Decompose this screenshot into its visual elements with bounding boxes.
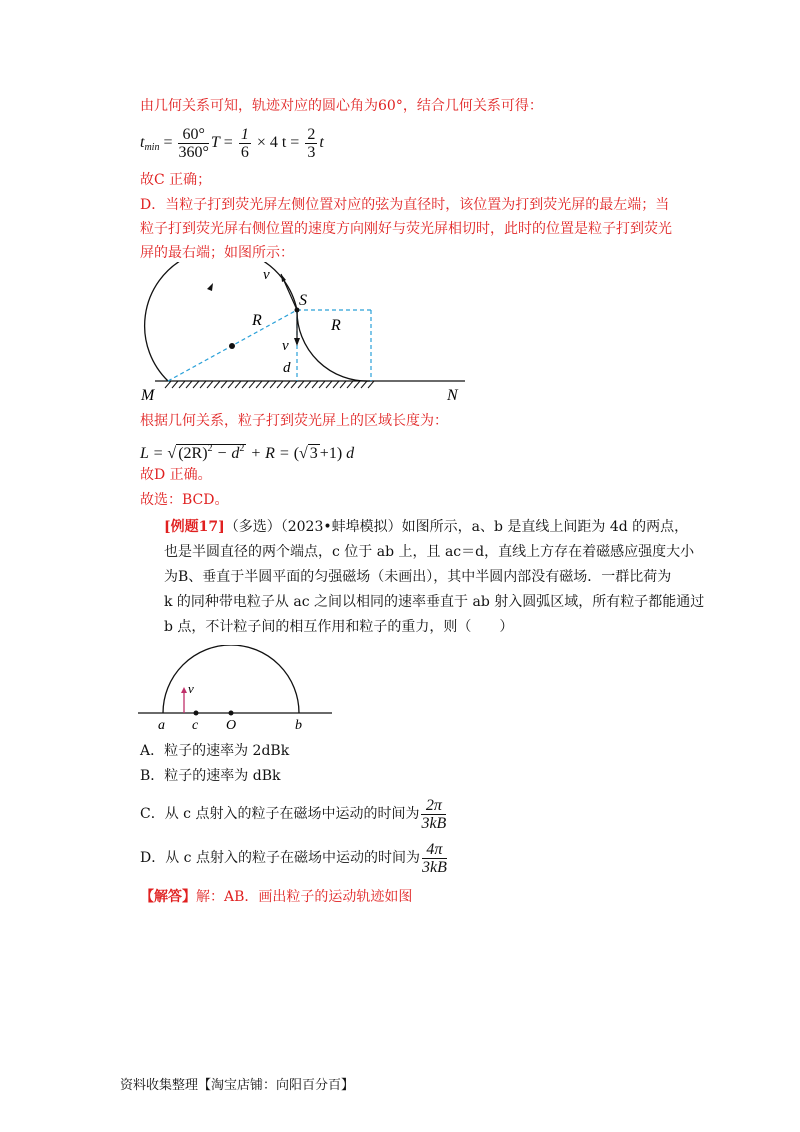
point-c bbox=[194, 711, 199, 716]
option-B: B．粒子的速率为 dBk bbox=[140, 768, 281, 784]
label-M: M bbox=[141, 387, 155, 404]
label-v-top: v bbox=[263, 267, 270, 283]
problem-tag: [例题17] bbox=[164, 519, 225, 535]
label-R-right: R bbox=[331, 317, 341, 334]
tmin-sub: min bbox=[144, 142, 160, 153]
tmin-mid: × 4 t = bbox=[256, 134, 300, 151]
circle-center-dot bbox=[229, 343, 235, 349]
problem-line5: b 点，不计粒子间的相互作用和粒子的重力，则（ ） bbox=[164, 619, 514, 635]
answer-text: 解：AB．画出粒子的运动轨迹如图 bbox=[196, 889, 413, 905]
answer-line bbox=[140, 887, 412, 907]
option-C-fraction: $\frac{2\pi}{3kB}$ bbox=[421, 796, 447, 832]
option-d-line2: 粒子打到荧光屏右侧位置的速度方向刚好与荧光屏相切时，此时的位置是粒子打到荧光 bbox=[140, 221, 672, 237]
velocity-arrowhead bbox=[181, 687, 187, 693]
figure-2-semicircle bbox=[138, 645, 338, 735]
period-T: T bbox=[210, 134, 220, 151]
figure-1-trajectory bbox=[135, 262, 475, 408]
L-d: d bbox=[346, 445, 355, 462]
L-sq2: 2 bbox=[239, 443, 245, 454]
L-sq: 2 bbox=[207, 443, 213, 454]
c-correct: 故C 正确； bbox=[140, 172, 212, 188]
large-trajectory-arc bbox=[145, 262, 297, 381]
option-d-line3: 屏的最右端；如图所示： bbox=[140, 245, 294, 261]
footer-source: 资料收集整理【淘宝店铺：向阳百分百】 bbox=[120, 1078, 355, 1093]
label-v-mid: v bbox=[282, 338, 289, 354]
label-a: a bbox=[158, 718, 165, 733]
L-plus-R: + R = bbox=[250, 445, 290, 462]
region-note: 根据几何关系，粒子打到荧光屏上的区域长度为： bbox=[140, 413, 448, 429]
problem-line1 bbox=[164, 517, 688, 537]
tmin-rhs: t bbox=[319, 134, 324, 151]
d-correct: 故D 正确。 bbox=[140, 467, 212, 483]
option-D-text: D．从 c 点射入的粒子在磁场中运动的时间为 bbox=[140, 850, 420, 866]
tmin-lhs: t bbox=[140, 134, 145, 151]
option-A: A．粒子的速率为 2dBk bbox=[140, 743, 290, 759]
L-minus: − d bbox=[216, 445, 240, 462]
problem-line4: k 的同种带电粒子从 ac 之间以相同的速率垂直于 ab 射入圆弧区域，所有粒子都能通过 bbox=[164, 594, 705, 610]
answer-bcd: 故选：BCD。 bbox=[140, 492, 229, 508]
velocity-up-arrowhead bbox=[281, 274, 286, 282]
L-sqrt3: 3 bbox=[309, 445, 318, 462]
label-d: d bbox=[283, 360, 291, 376]
label-N: N bbox=[447, 387, 458, 404]
answer-tag: 【解答】 bbox=[140, 889, 196, 905]
frac-1-6: $\frac{1}{6}$ bbox=[240, 125, 249, 161]
label-R-left: R bbox=[252, 312, 262, 329]
L-sqrt bbox=[176, 444, 246, 462]
problem-line2: 也是半圆直径的两个端点，c 位于 ab 上，且 ac＝d，直线上方存在着磁感应强度大小 bbox=[164, 544, 695, 560]
option-C bbox=[140, 794, 448, 834]
option-C-text: C．从 c 点射入的粒子在磁场中运动的时间为 bbox=[140, 806, 420, 822]
L-formula: L = √ $(2R)^2 - d^2 + R$ = (√ 3 +1) d bbox=[140, 443, 355, 462]
label-v: v bbox=[188, 681, 194, 696]
label-S: S bbox=[299, 292, 307, 309]
L-paren-open: ( bbox=[293, 445, 300, 462]
screen-hatching bbox=[165, 381, 374, 388]
L-lhs: L = bbox=[140, 445, 164, 462]
label-c: c bbox=[192, 718, 199, 733]
tmin-formula: $t_{min}$ = $\frac{60^\circ}{360^\circ}$ T = $\frac{1}{6}$ × 4 t = $\frac{2}{3}$ t bbox=[140, 125, 324, 161]
label-O: O bbox=[226, 718, 237, 733]
L-plus1: +1) bbox=[319, 445, 343, 462]
geometry-note: 由几何关系可知，轨迹对应的圆心角为60°，结合几何关系可得： bbox=[140, 98, 543, 114]
option-d-line1: D．当粒子打到荧光屏左侧位置对应的弦为直径时，该位置为打到荧光屏的最左端；当 bbox=[140, 197, 670, 213]
frac-60-360: $\frac{60^\circ}{360^\circ}$ bbox=[178, 125, 209, 161]
arc-direction-arrow bbox=[207, 283, 213, 291]
option-D bbox=[140, 838, 449, 878]
point-O bbox=[229, 711, 234, 716]
label-b: b bbox=[295, 718, 302, 733]
velocity-down-arrowhead bbox=[294, 338, 300, 346]
option-D-fraction: $\frac{4\pi}{3kB}$ bbox=[421, 840, 447, 876]
frac-2-3: $\frac{2}{3}$ bbox=[307, 125, 316, 161]
problem-line1-text: （多选）（2023•蚌埠模拟）如图所示，a、b 是直线上间距为 4d 的两点， bbox=[224, 519, 689, 535]
L-inner: (2R) bbox=[178, 445, 208, 462]
problem-line3: 为B、垂直于半圆平面的匀强磁场（未画出），其中半圆内部没有磁场．一群比荷为 bbox=[164, 569, 672, 585]
